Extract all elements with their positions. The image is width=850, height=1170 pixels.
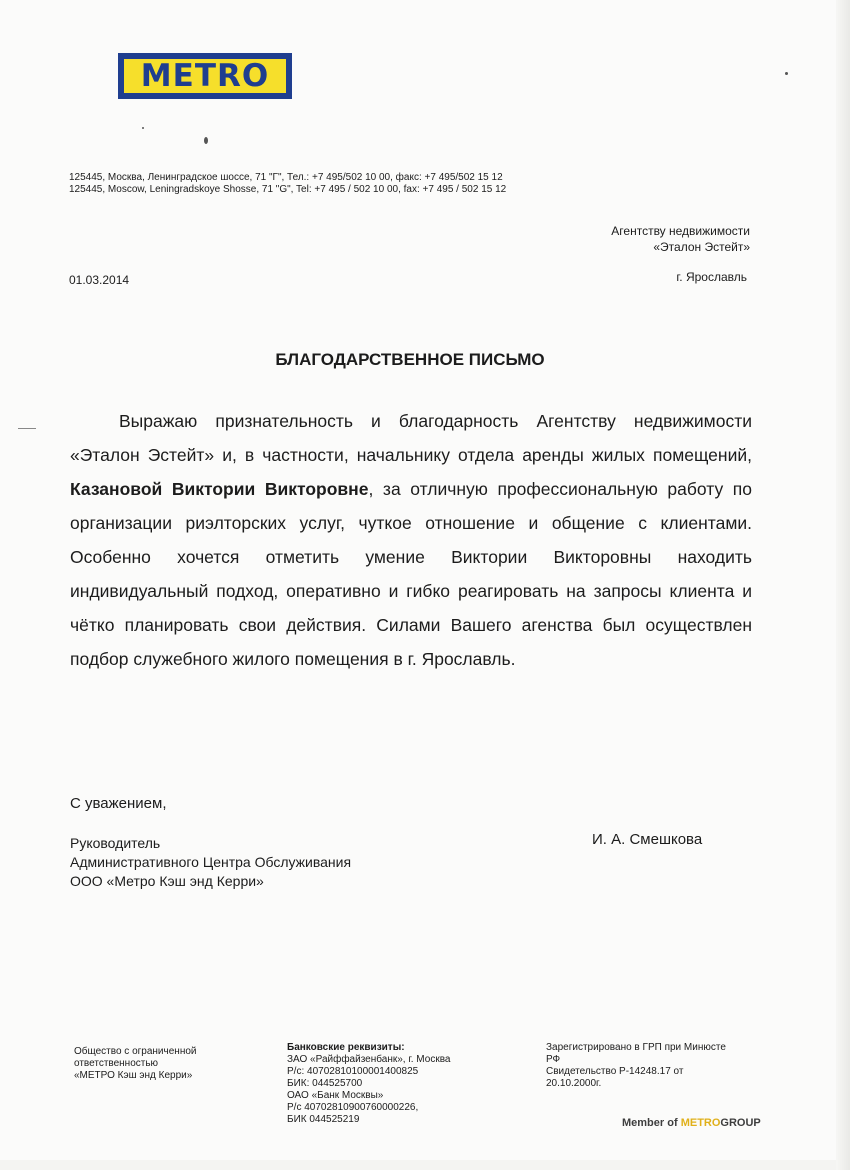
scan-speck bbox=[142, 127, 144, 129]
signatory-line-1: Руководитель bbox=[70, 835, 161, 851]
closing-phrase: С уважением, bbox=[70, 795, 167, 812]
margin-mark bbox=[18, 428, 36, 429]
member-prefix: Member of bbox=[622, 1117, 678, 1129]
scan-speck bbox=[204, 137, 208, 144]
footer-bank-heading: Банковские реквизиты: bbox=[287, 1042, 405, 1053]
footer-registration bbox=[546, 1042, 766, 1090]
body-paragraph bbox=[70, 404, 752, 676]
letter-title: БЛАГОДАРСТВЕННОЕ ПИСЬМО bbox=[275, 350, 545, 369]
footer-bank-details bbox=[287, 1042, 497, 1126]
letter-date: 01.03.2014 bbox=[69, 273, 130, 287]
scan-speck bbox=[785, 72, 788, 75]
recipient-line-1: Агентству недвижимости bbox=[611, 224, 750, 238]
footer-company-line-1: Общество с ограниченной bbox=[74, 1046, 197, 1057]
body-bold-name: Казановой Виктории Викторовне bbox=[70, 479, 369, 499]
member-of-metro-group bbox=[622, 1117, 761, 1129]
footer-bank-line-3: БИК: 044525700 bbox=[287, 1078, 363, 1089]
body-text-start: Выражаю признательность и благодарность Агентству недвижимости «Эталон Эстейт» и, в частности, начальнику отдела аренды жилых помещений, bbox=[70, 411, 752, 465]
footer-company bbox=[74, 1046, 254, 1082]
member-group: GROUP bbox=[720, 1117, 761, 1129]
signatory-line-2: Административного Центра Обслуживания bbox=[70, 854, 352, 870]
footer-bank-line-6: БИК 044525219 bbox=[287, 1114, 360, 1125]
address-en: 125445, Moscow, Leningradskoye Shosse, 71 "G", Tel: +7 495 / 502 10 00, fax: +7 495 / 502 15 12 bbox=[69, 184, 507, 195]
footer-bank-line-2: Р/с: 40702810100001400825 bbox=[287, 1066, 419, 1077]
body-text-end: , за отличную профессиональную работу по организации риэлторских услуг, чуткое отношение и общение с клиентами. Особенно хочется отметить умение Виктории Викторовны находить индивидуальный подход, оперативно и гибко реагировать на запросы клиента и чётко планировать свои действия. Силами Вашего агенства был осуществлен подбор служебного жилого помещения в г. Ярославль. bbox=[70, 479, 752, 669]
footer-reg-line-2: РФ bbox=[546, 1054, 561, 1065]
footer-company-line-3: «МЕТРО Кэш энд Керри» bbox=[74, 1070, 193, 1081]
signatory-line-3: ООО «Метро Кэш энд Керри» bbox=[70, 873, 264, 889]
footer-bank-line-5: Р/с 40702810900760000226, bbox=[287, 1102, 419, 1113]
footer-reg-line-4: 20.10.2000г. bbox=[546, 1078, 602, 1089]
member-metro: METRO bbox=[680, 1117, 721, 1129]
metro-logo-text: METRO bbox=[124, 59, 286, 93]
scan-edge bbox=[836, 0, 850, 1170]
recipient-line-2: «Эталон Эстейт» bbox=[653, 240, 750, 254]
signer-name: И. А. Смешкова bbox=[592, 831, 703, 848]
footer-reg-line-3: Свидетельство Р-14248.17 от bbox=[546, 1066, 684, 1077]
footer-reg-line-1: Зарегистрировано в ГРП при Минюсте bbox=[546, 1042, 726, 1053]
footer-company-line-2: ответственностью bbox=[74, 1058, 159, 1069]
metro-logo bbox=[118, 53, 292, 99]
footer-bank-line-1: ЗАО «Райффайзенбанк», г. Москва bbox=[287, 1054, 451, 1065]
signatory-block bbox=[70, 834, 351, 891]
address-ru: 125445, Москва, Ленинградское шоссе, 71 "Г", Тел.: +7 495/502 10 00, факс: +7 495/502 15 12 bbox=[69, 172, 503, 183]
recipient-block bbox=[560, 223, 750, 255]
letter-body bbox=[70, 404, 752, 676]
footer-bank-line-4: ОАО «Банк Москвы» bbox=[287, 1090, 384, 1101]
letter-city: г. Ярославль bbox=[676, 270, 747, 284]
